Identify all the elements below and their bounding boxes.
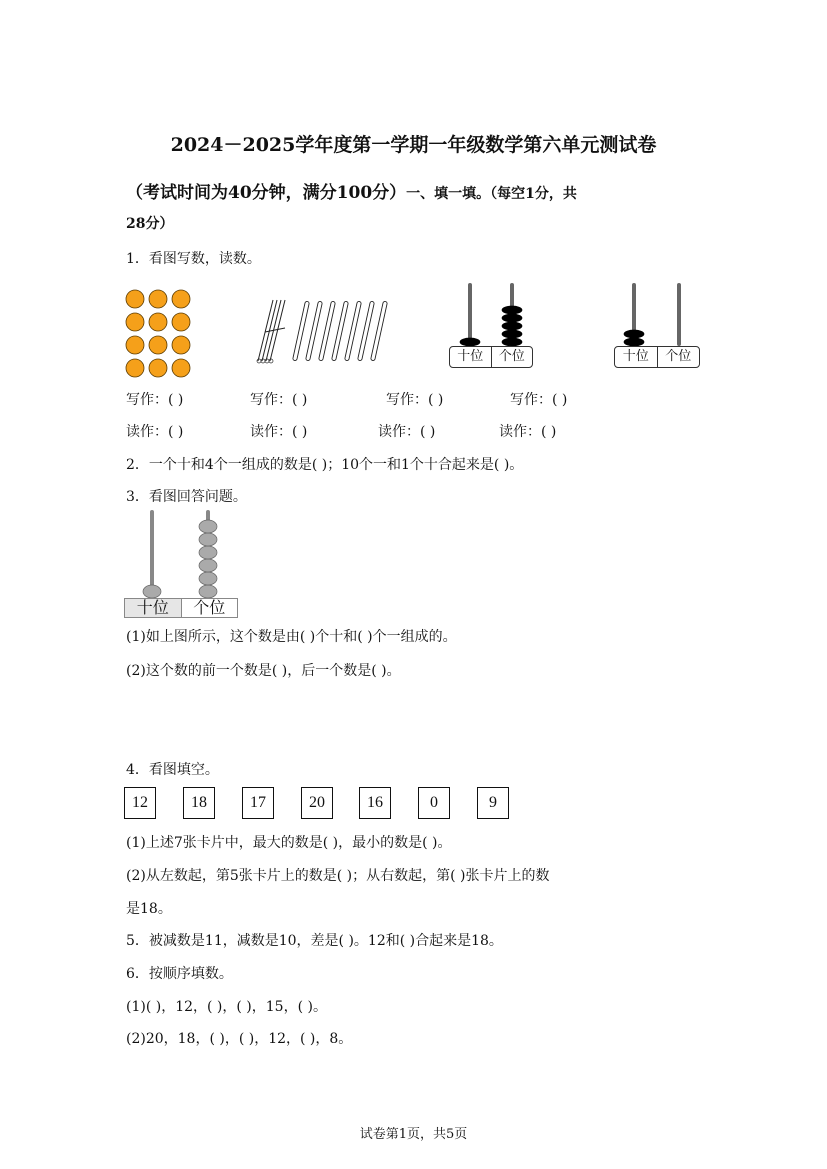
- q1-dots-figure: [126, 290, 196, 370]
- number-card: 16: [359, 787, 391, 819]
- q3-abacus-label-box: [124, 598, 238, 618]
- q2-text: 2．一个十和4个一组成的数是( )；10个一和1个十合起来是( )。: [126, 457, 524, 473]
- exam-duration-note: （考试时间为40分钟，满分100分）: [126, 183, 407, 203]
- loose-stick: [332, 301, 348, 360]
- read-blank-2[interactable]: 读作：( ): [250, 424, 308, 440]
- number-card: 17: [242, 787, 274, 819]
- loose-stick: [306, 301, 322, 360]
- q3-sub1: (1)如上图所示，这个数是由( )个十和( )个一组成的。: [126, 629, 457, 645]
- dot: [126, 336, 144, 354]
- number-card: 12: [124, 787, 156, 819]
- ones-bead: [502, 322, 522, 330]
- dot: [126, 313, 144, 331]
- q3-sub2: (2)这个数的前一个数是( )，后一个数是( )。: [126, 663, 401, 679]
- loose-stick: [345, 301, 361, 360]
- dot: [126, 290, 144, 308]
- dot: [149, 290, 167, 308]
- number-card: 20: [301, 787, 333, 819]
- write-blank-2[interactable]: 写作：( ): [250, 392, 308, 408]
- ones-bead: [502, 338, 522, 346]
- ones-bead: [502, 306, 522, 314]
- q3-abacus-drawing: [124, 510, 244, 600]
- tens-bead: [143, 585, 161, 598]
- ones-rod: [677, 283, 681, 346]
- ones-bead: [199, 533, 217, 546]
- exam-title: 2024－2025学年度第一学期一年级数学第六单元测试卷: [170, 134, 657, 156]
- read-blank-4[interactable]: 读作：( ): [499, 424, 557, 440]
- dot: [172, 313, 190, 331]
- exam-subtitle: [126, 178, 577, 203]
- ones-bead: [199, 520, 217, 533]
- dot: [172, 290, 190, 308]
- q1-prompt: 1．看图写数，读数。: [126, 251, 261, 267]
- bundle-stick-end: [265, 359, 269, 363]
- q6-prompt: 6．按顺序填数。: [126, 966, 233, 982]
- tens-bead: [460, 338, 480, 346]
- ones-bead: [199, 559, 217, 572]
- dot: [149, 313, 167, 331]
- write-blank-3[interactable]: 写作：( ): [386, 392, 444, 408]
- q4-sub2: (2)从左数起，第5张卡片上的数是( )；从右数起，第( )张卡片上的数: [126, 868, 550, 884]
- q4-sub1: (1)上述7张卡片中，最大的数是( )，最小的数是( )。: [126, 835, 452, 851]
- loose-stick: [319, 301, 335, 360]
- loose-stick: [371, 301, 387, 360]
- q3-prompt: 3．看图回答问题。: [126, 489, 247, 505]
- abacus-b-label-box: [614, 346, 700, 368]
- q4-prompt: 4．看图填空。: [126, 762, 219, 778]
- q4-sub2-continued: 是18。: [126, 901, 172, 917]
- ones-bead: [502, 314, 522, 322]
- number-card: 9: [477, 787, 509, 819]
- number-card: 0: [418, 787, 450, 819]
- dot: [126, 359, 144, 377]
- ones-bead: [199, 572, 217, 585]
- write-blank-1[interactable]: 写作：( ): [126, 392, 184, 408]
- bundle-stick-end: [261, 359, 265, 363]
- ones-bead: [199, 585, 217, 598]
- bundle-stick-end: [269, 359, 273, 363]
- loose-stick: [358, 301, 374, 360]
- q6-sub1: (1)( )，12，( )，( )，15，( )。: [126, 999, 327, 1015]
- tens-bead: [624, 330, 644, 338]
- write-blank-4[interactable]: 写作：( ): [510, 392, 568, 408]
- bundle-stick-end: [257, 359, 261, 363]
- q1-sticks-figure: [255, 295, 395, 365]
- tens-rod: [468, 283, 472, 346]
- ones-label: 个位: [665, 349, 692, 364]
- tens-bead: [624, 338, 644, 346]
- read-blank-3[interactable]: 读作：( ): [378, 424, 436, 440]
- ones-bead: [199, 546, 217, 559]
- dot: [172, 359, 190, 377]
- ones-label: 个位: [193, 598, 226, 617]
- ones-label: 个位: [498, 349, 525, 364]
- page-number: 试卷第1页，共5页: [359, 1127, 468, 1142]
- dot: [149, 359, 167, 377]
- section-heading-continued: 28分）: [126, 216, 174, 232]
- tens-label: 十位: [450, 347, 492, 367]
- number-card: 18: [183, 787, 215, 819]
- q5-text: 5．被减数是11，减数是10，差是( )。12和( )合起来是18。: [126, 933, 503, 949]
- section-heading: 一、填一填。（每空1分，共: [406, 186, 577, 202]
- abacus-a-label-box: [449, 346, 533, 368]
- bundle-tie: [265, 328, 285, 332]
- loose-stick: [293, 301, 309, 360]
- dot: [149, 336, 167, 354]
- q6-sub2: (2)20，18，( )，( )，12，( )，8。: [126, 1031, 353, 1047]
- tens-label: 十位: [125, 599, 182, 617]
- ones-bead: [502, 330, 522, 338]
- read-blank-1[interactable]: 读作：( ): [126, 424, 184, 440]
- dot: [172, 336, 190, 354]
- tens-label: 十位: [615, 347, 658, 367]
